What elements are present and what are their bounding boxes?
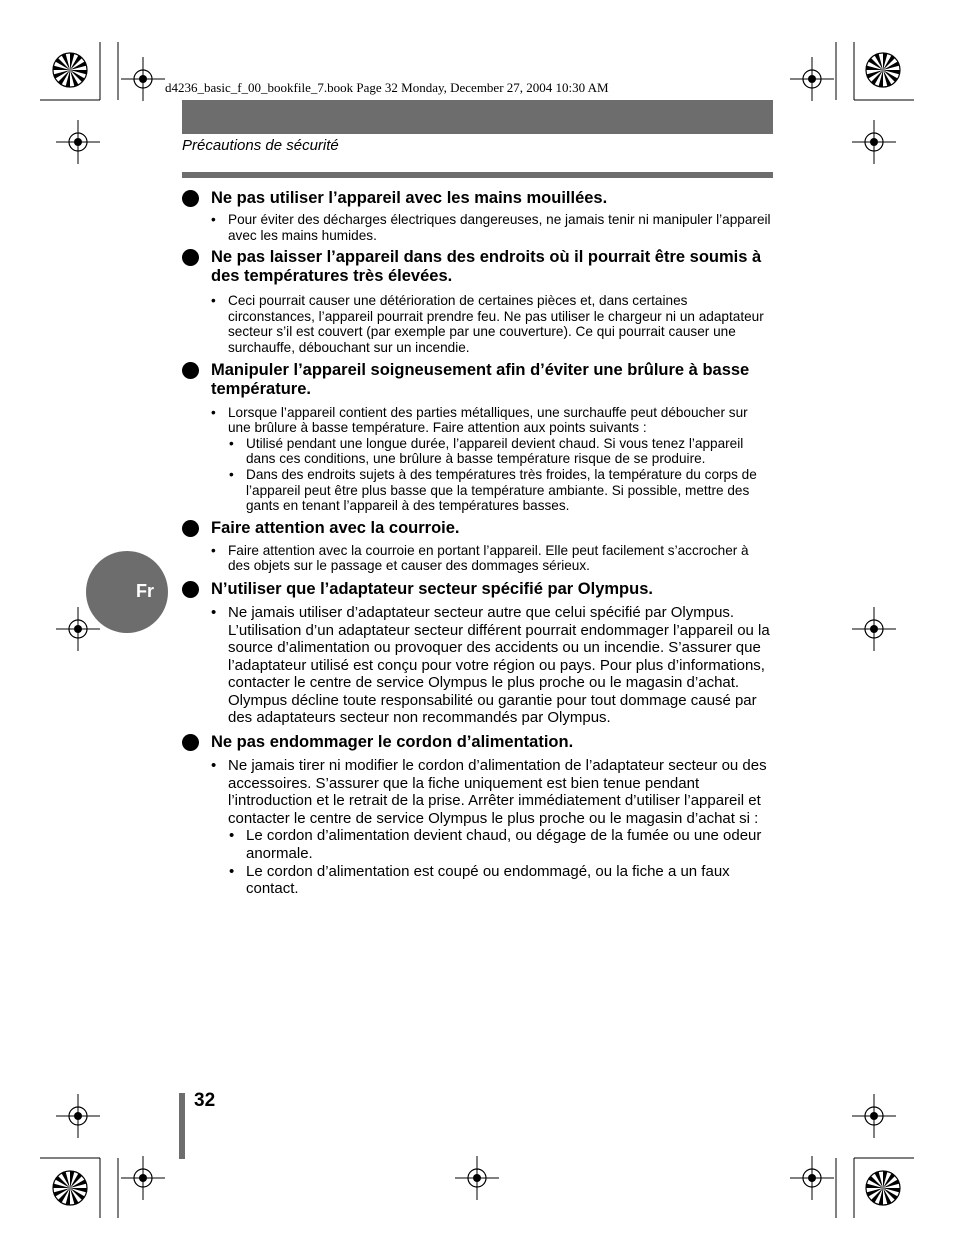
language-tab-label: Fr (136, 581, 154, 601)
bullet-circle-icon (182, 249, 199, 266)
bullet-list (182, 293, 774, 355)
precaution-heading-text: Ne pas laisser l’appareil dans des endroits où il pourrait être soumis à des températures très élevées. (211, 248, 762, 286)
page-number-bar (179, 1093, 185, 1159)
precaution-heading-text: Manipuler l’appareil soigneusement afin d’éviter une brûlure à basse température. (211, 360, 750, 398)
bullet-circle-icon (182, 581, 199, 598)
precaution-item (182, 361, 774, 514)
list-item: • Lorsque l’appareil contient des parties métalliques, une surchauffe peut déboucher sur une brûlure à basse température. Faire attention aux points suivants : (211, 404, 748, 436)
bullet-circle-icon (182, 190, 199, 207)
list-item: • Ne jamais tirer ni modifier le cordon d’alimentation de l’adaptateur secteur ou des accessoires. S’assurer que la fiche uniquement est bien tenue pendant l’introduction et le retrait de la prise. Arrêter immédiatement d’utiliser l’appareil et contacter le centre de service Olympus le plus proche ou le magasin d’achat si : (211, 757, 767, 827)
precaution-item (182, 580, 774, 727)
precaution-heading (182, 189, 774, 208)
bullet-list (182, 405, 774, 514)
sub-list-item: • Le cordon d’alimentation est coupé ou endommagé, ou la fiche a un faux contact. (229, 862, 730, 898)
precaution-item (182, 519, 774, 574)
section-title: Précautions de sécurité (182, 137, 339, 154)
bullet-list (182, 604, 774, 727)
sub-list-item: • Le cordon d’alimentation devient chaud, ou dégage de la fumée ou une odeur anormale. (229, 827, 762, 863)
precaution-heading (182, 248, 774, 286)
sub-list-item: • Utilisé pendant une longue durée, l’appareil devient chaud. Si vous tenez l’appareil dans ces conditions, une brûlure à basse température risque de se produire. (229, 435, 744, 467)
bullet-circle-icon (182, 520, 199, 537)
precaution-heading-text: Faire attention avec la courroie. (211, 518, 460, 537)
list-item: • Pour éviter des décharges électriques dangereuses, ne jamais tenir ni manipuler l’appareil avec les mains humides. (211, 212, 771, 243)
list-item: • Faire attention avec la courroie en portant l’appareil. Elle peut facilement s’accrocher à des objets sur le passage et causer des dommages sérieux. (211, 542, 749, 574)
precaution-heading (182, 361, 774, 399)
header-rule (182, 172, 773, 178)
precaution-heading-text: Ne pas endommager le cordon d’alimentation. (211, 733, 574, 752)
sub-list-item: • Dans des endroits sujets à des températures très froides, la température du corps de l’appareil peut être plus basse que la température ambiante. Si possible, mettre des gants en tenant l’appareil à des températures basses. (229, 466, 757, 514)
precaution-heading (182, 733, 774, 752)
precaution-item (182, 733, 774, 898)
list-item: • Ne jamais utiliser d’adaptateur secteur autre que celui spécifié par Olympus. L’utilisation d’un adaptateur secteur différent pourrait endommager l’appareil ou la source d’alimentation ou provoquer des accidents ou un incendie. S’assurer que l’adaptateur utilisé est conçu pour votre région ou pays. Pour plus d’informations, contacter le centre de service Olympus le plus proche ou le magasin d’achat. Olympus décline toute responsabilité ou garantie pour tout dommage causé par des adaptateurs secteur non recommandés par Olympus. (211, 603, 770, 727)
bullet-circle-icon (182, 734, 199, 751)
bullet-circle-icon (182, 362, 199, 379)
list-item: • Ceci pourrait causer une détérioration de certaines pièces et, dans certaines circonstances, l’appareil pourrait prendre feu. Ne pas utiliser le chargeur ni un adaptateur secteur s’il est couvert (par exemple par une couverture). Ce qui pourrait causer une surchauffe, débouchant sur un incendie. (211, 293, 764, 355)
bullet-list (182, 757, 774, 898)
precaution-heading-text: N’utiliser que l’adaptateur secteur spécifié par Olympus. (211, 579, 653, 598)
precaution-heading-text: Ne pas utiliser l’appareil avec les mains mouillées. (211, 189, 608, 207)
bullet-list (182, 543, 774, 574)
page-number: 32 (194, 1090, 216, 1111)
language-tab (86, 551, 168, 633)
precaution-heading (182, 519, 774, 538)
precaution-item (182, 248, 774, 355)
precaution-heading (182, 580, 774, 599)
precautions-content (182, 189, 774, 898)
book-info-line: d4236_basic_f_00_bookfile_7.book Page 32 Monday, December 27, 2004 10:30 AM (165, 80, 609, 95)
precaution-item (182, 189, 774, 243)
header-bar (182, 100, 773, 134)
bullet-list (182, 212, 774, 243)
